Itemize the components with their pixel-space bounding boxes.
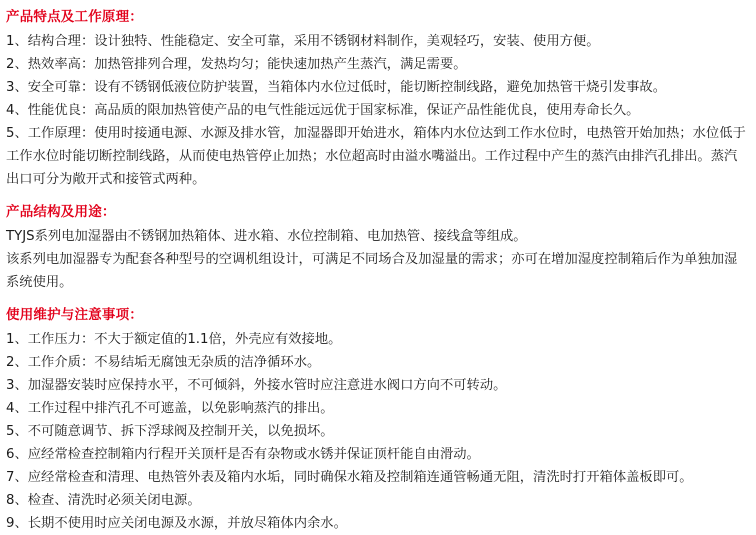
list-item-text: 8、检查、清洗时必须关闭电源。 <box>6 493 201 508</box>
spacer <box>6 191 746 201</box>
list-item-text: 5、不可随意调节、拆下浮球阀及控制开关，以免损坏。 <box>6 424 334 439</box>
paragraph: TYJS系列电加湿器由不锈钢加热箱体、进水箱、水位控制箱、电加热管、接线盒等组成。 <box>6 229 527 244</box>
list-item <box>6 351 746 374</box>
section-title-structure-use: 产品结构及用途： <box>6 204 116 220</box>
list-item <box>6 53 746 76</box>
list-item <box>6 99 746 122</box>
list-item <box>6 397 746 420</box>
list-item-text: 3、安全可靠：设有不锈钢低液位防护装置，当箱体内水位过低时，能切断控制线路，避免加热管干烧引发事故。 <box>6 80 667 95</box>
list-item <box>6 328 746 351</box>
list-item-text: 1、结构合理：设计独特、性能稳定、安全可靠，采用不锈钢材料制作，美观轻巧，安装、使用方便。 <box>6 34 600 49</box>
paragraph: 该系列电加湿器专为配套各种型号的空调机组设计，可满足不同场合及加湿量的需求；亦可在增加湿度控制箱后作为单独加湿系统使用。 <box>6 252 738 290</box>
list-item-text: 2、热效率高：加热管排列合理，发热均匀；能快速加热产生蒸汽，满足需要。 <box>6 57 467 72</box>
maintenance-list <box>6 328 746 535</box>
list-item <box>6 122 746 191</box>
list-item-text: 3、加湿器安装时应保持水平，不可倾斜，外接水管时应注意进水阀口方向不可转动。 <box>6 378 507 393</box>
spacer <box>6 294 746 304</box>
section-structure-use <box>6 201 746 294</box>
features-list <box>6 30 746 191</box>
section-features <box>6 6 746 191</box>
list-item <box>6 489 746 512</box>
list-item <box>6 374 746 397</box>
list-item-text: 6、应经常检查控制箱内行程开关顶杆是否有杂物或水锈并保证顶杆能自由滑动。 <box>6 447 480 462</box>
list-item <box>6 30 746 53</box>
list-item-text: 5、工作原理：使用时接通电源、水源及排水管，加湿器即开始进水，箱体内水位达到工作水位时，电热管开始加热；水位低于工作水位时能切断控制线路，从而使电热管停止加热；水位超高时由溢水嘴溢出。工作过程中产生的蒸汽由排汽孔排出。蒸汽出口可分为敞开式和接管式两种。 <box>6 126 746 187</box>
list-item-text: 7、应经常检查和清理、电热管外表及箱内水垢，同时确保水箱及控制箱连通管畅通无阻，清洗时打开箱体盖板即可。 <box>6 470 693 485</box>
section-maintenance <box>6 304 746 535</box>
list-item-text: 4、性能优良：高品质的限加热管使产品的电气性能远远优于国家标准，保证产品性能优良，使用寿命长久。 <box>6 103 640 118</box>
list-item <box>6 420 746 443</box>
list-item-text: 2、工作介质：不易结垢无腐蚀无杂质的洁净循环水。 <box>6 355 321 370</box>
list-item <box>6 466 746 489</box>
list-item-text: 4、工作过程中排汽孔不可遮盖，以免影响蒸汽的排出。 <box>6 401 334 416</box>
list-item <box>6 76 746 99</box>
list-item <box>6 512 746 535</box>
section-title-features: 产品特点及工作原理： <box>6 9 143 25</box>
list-item-text: 9、长期不使用时应关闭电源及水源，并放尽箱体内余水。 <box>6 516 347 531</box>
list-item <box>6 443 746 466</box>
section-title-maintenance: 使用维护与注意事项： <box>6 307 143 323</box>
list-item-text: 1、工作压力：不大于额定值的1.1倍，外壳应有效接地。 <box>6 332 342 347</box>
